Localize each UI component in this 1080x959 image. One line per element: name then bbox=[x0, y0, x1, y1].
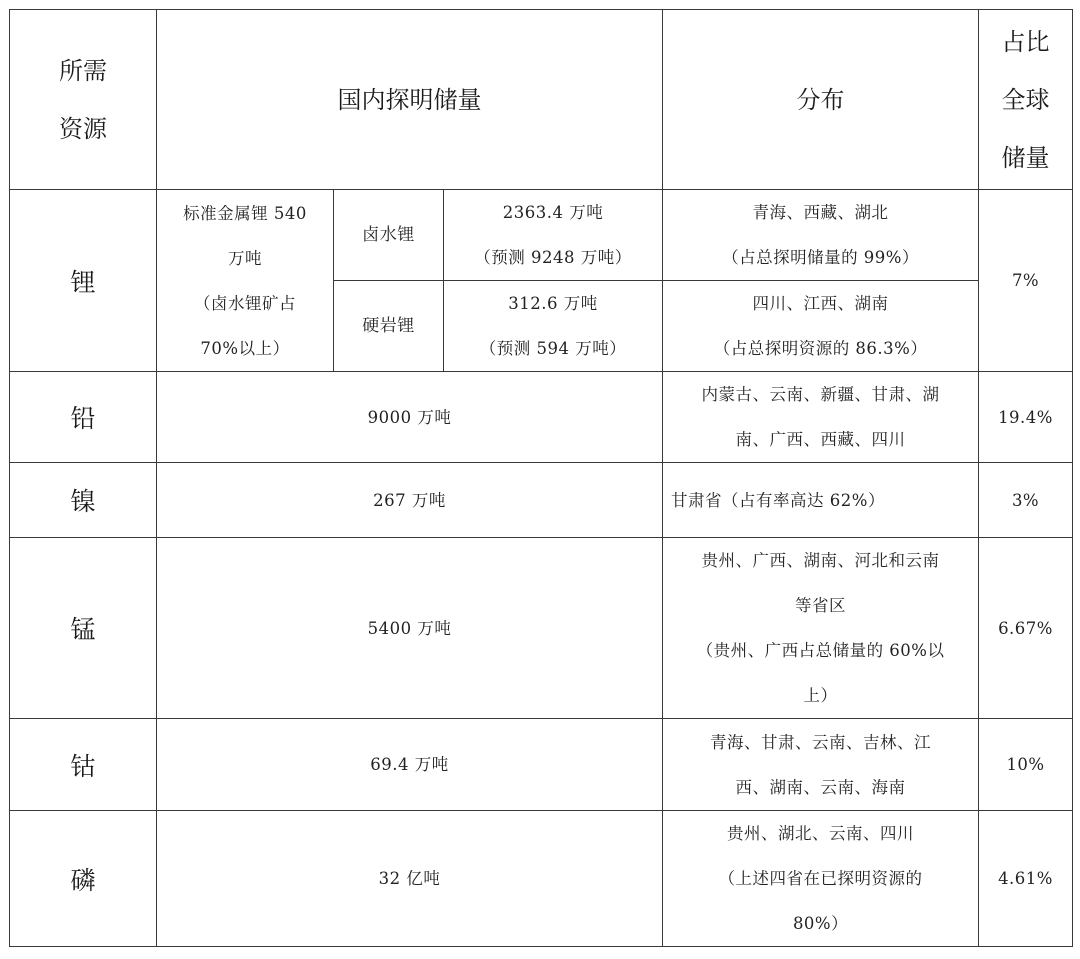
reserves-amount: 32 亿吨 bbox=[157, 811, 663, 947]
reserves-amount: 9000 万吨 bbox=[157, 372, 663, 463]
table-row bbox=[10, 190, 1073, 281]
header-resource-line: 所需 bbox=[59, 56, 107, 85]
cell-line: 贵州、湖北、云南、四川 bbox=[727, 824, 915, 843]
cell-line: （卤水锂矿占 bbox=[194, 293, 296, 313]
cell-line: 青海、甘肃、云南、吉林、江 bbox=[710, 732, 932, 752]
global-share: 4.61% bbox=[979, 811, 1073, 947]
cell-line: 甘肃省（占有率高达 62%） bbox=[671, 490, 885, 510]
cell-line: 80%） bbox=[792, 914, 849, 933]
table-row bbox=[10, 463, 1073, 538]
distribution bbox=[663, 538, 979, 719]
cell-line: 青海、西藏、湖北 bbox=[752, 203, 889, 222]
cell-line: 312.6 万吨 bbox=[508, 294, 598, 313]
header-share-line: 占比 bbox=[1001, 27, 1050, 56]
cell-line: 西、湖南、云南、海南 bbox=[735, 777, 906, 797]
resource-name: 铅 bbox=[10, 372, 157, 463]
cell-line: 等省区 bbox=[795, 596, 847, 615]
lithium-hardrock-distribution bbox=[663, 281, 979, 372]
resource-name: 钴 bbox=[10, 719, 157, 811]
global-share: 3% bbox=[979, 463, 1073, 538]
header-resource bbox=[10, 10, 157, 190]
mineral-reserves-table bbox=[9, 9, 1073, 947]
cell-line: 贵州、广西、湖南、河北和云南 bbox=[701, 551, 940, 570]
header-global-share bbox=[979, 10, 1073, 190]
cell-line: （预测 9248 万吨） bbox=[474, 248, 632, 267]
resource-name: 锰 bbox=[10, 538, 157, 719]
distribution bbox=[663, 811, 979, 947]
cell-line: （贵州、广西占总储量的 60%以 bbox=[696, 641, 945, 660]
cell-line: （占总探明储量的 99%） bbox=[722, 248, 919, 267]
cell-line: 内蒙古、云南、新疆、甘肃、湖 bbox=[701, 385, 940, 404]
lithium-hardrock-type: 硬岩锂 bbox=[334, 281, 444, 372]
reserves-amount: 69.4 万吨 bbox=[157, 719, 663, 811]
reserves-amount: 5400 万吨 bbox=[157, 538, 663, 719]
lithium-hardrock-amount bbox=[444, 281, 663, 372]
cell-line: （预测 594 万吨） bbox=[479, 339, 627, 358]
lithium-brine-type: 卤水锂 bbox=[334, 190, 444, 281]
cell-line: 2363.4 万吨 bbox=[502, 203, 604, 222]
distribution bbox=[663, 463, 979, 538]
header-share-line: 储量 bbox=[1001, 143, 1050, 172]
cell-line: （占总探明资源的 86.3%） bbox=[713, 339, 928, 358]
cell-line: 万吨 bbox=[228, 248, 262, 268]
global-share: 19.4% bbox=[979, 372, 1073, 463]
lithium-standard-metal bbox=[157, 190, 334, 372]
global-share: 10% bbox=[979, 719, 1073, 811]
table-row bbox=[10, 538, 1073, 719]
cell-line: 70%以上） bbox=[200, 338, 290, 358]
cell-line: 南、广西、西藏、四川 bbox=[735, 430, 906, 449]
header-distribution: 分布 bbox=[663, 10, 979, 190]
global-share: 6.67% bbox=[979, 538, 1073, 719]
header-row bbox=[10, 10, 1073, 190]
resource-name: 锂 bbox=[10, 190, 157, 372]
lithium-brine-amount bbox=[444, 190, 663, 281]
table-row bbox=[10, 719, 1073, 811]
resource-name: 镍 bbox=[10, 463, 157, 538]
header-resource-line: 资源 bbox=[59, 114, 107, 143]
distribution bbox=[663, 719, 979, 811]
table-row bbox=[10, 372, 1073, 463]
header-share-line: 全球 bbox=[1001, 85, 1050, 114]
header-reserves: 国内探明储量 bbox=[157, 10, 663, 190]
cell-line: （上述四省在已探明资源的 bbox=[718, 869, 923, 888]
cell-line: 四川、江西、湖南 bbox=[752, 294, 889, 313]
cell-line: 标准金属锂 540 bbox=[183, 203, 307, 223]
distribution bbox=[663, 372, 979, 463]
resource-name: 磷 bbox=[10, 811, 157, 947]
table-row bbox=[10, 811, 1073, 947]
lithium-brine-distribution bbox=[663, 190, 979, 281]
cell-line: 上） bbox=[803, 686, 838, 705]
global-share: 7% bbox=[979, 190, 1073, 372]
reserves-amount: 267 万吨 bbox=[157, 463, 663, 538]
